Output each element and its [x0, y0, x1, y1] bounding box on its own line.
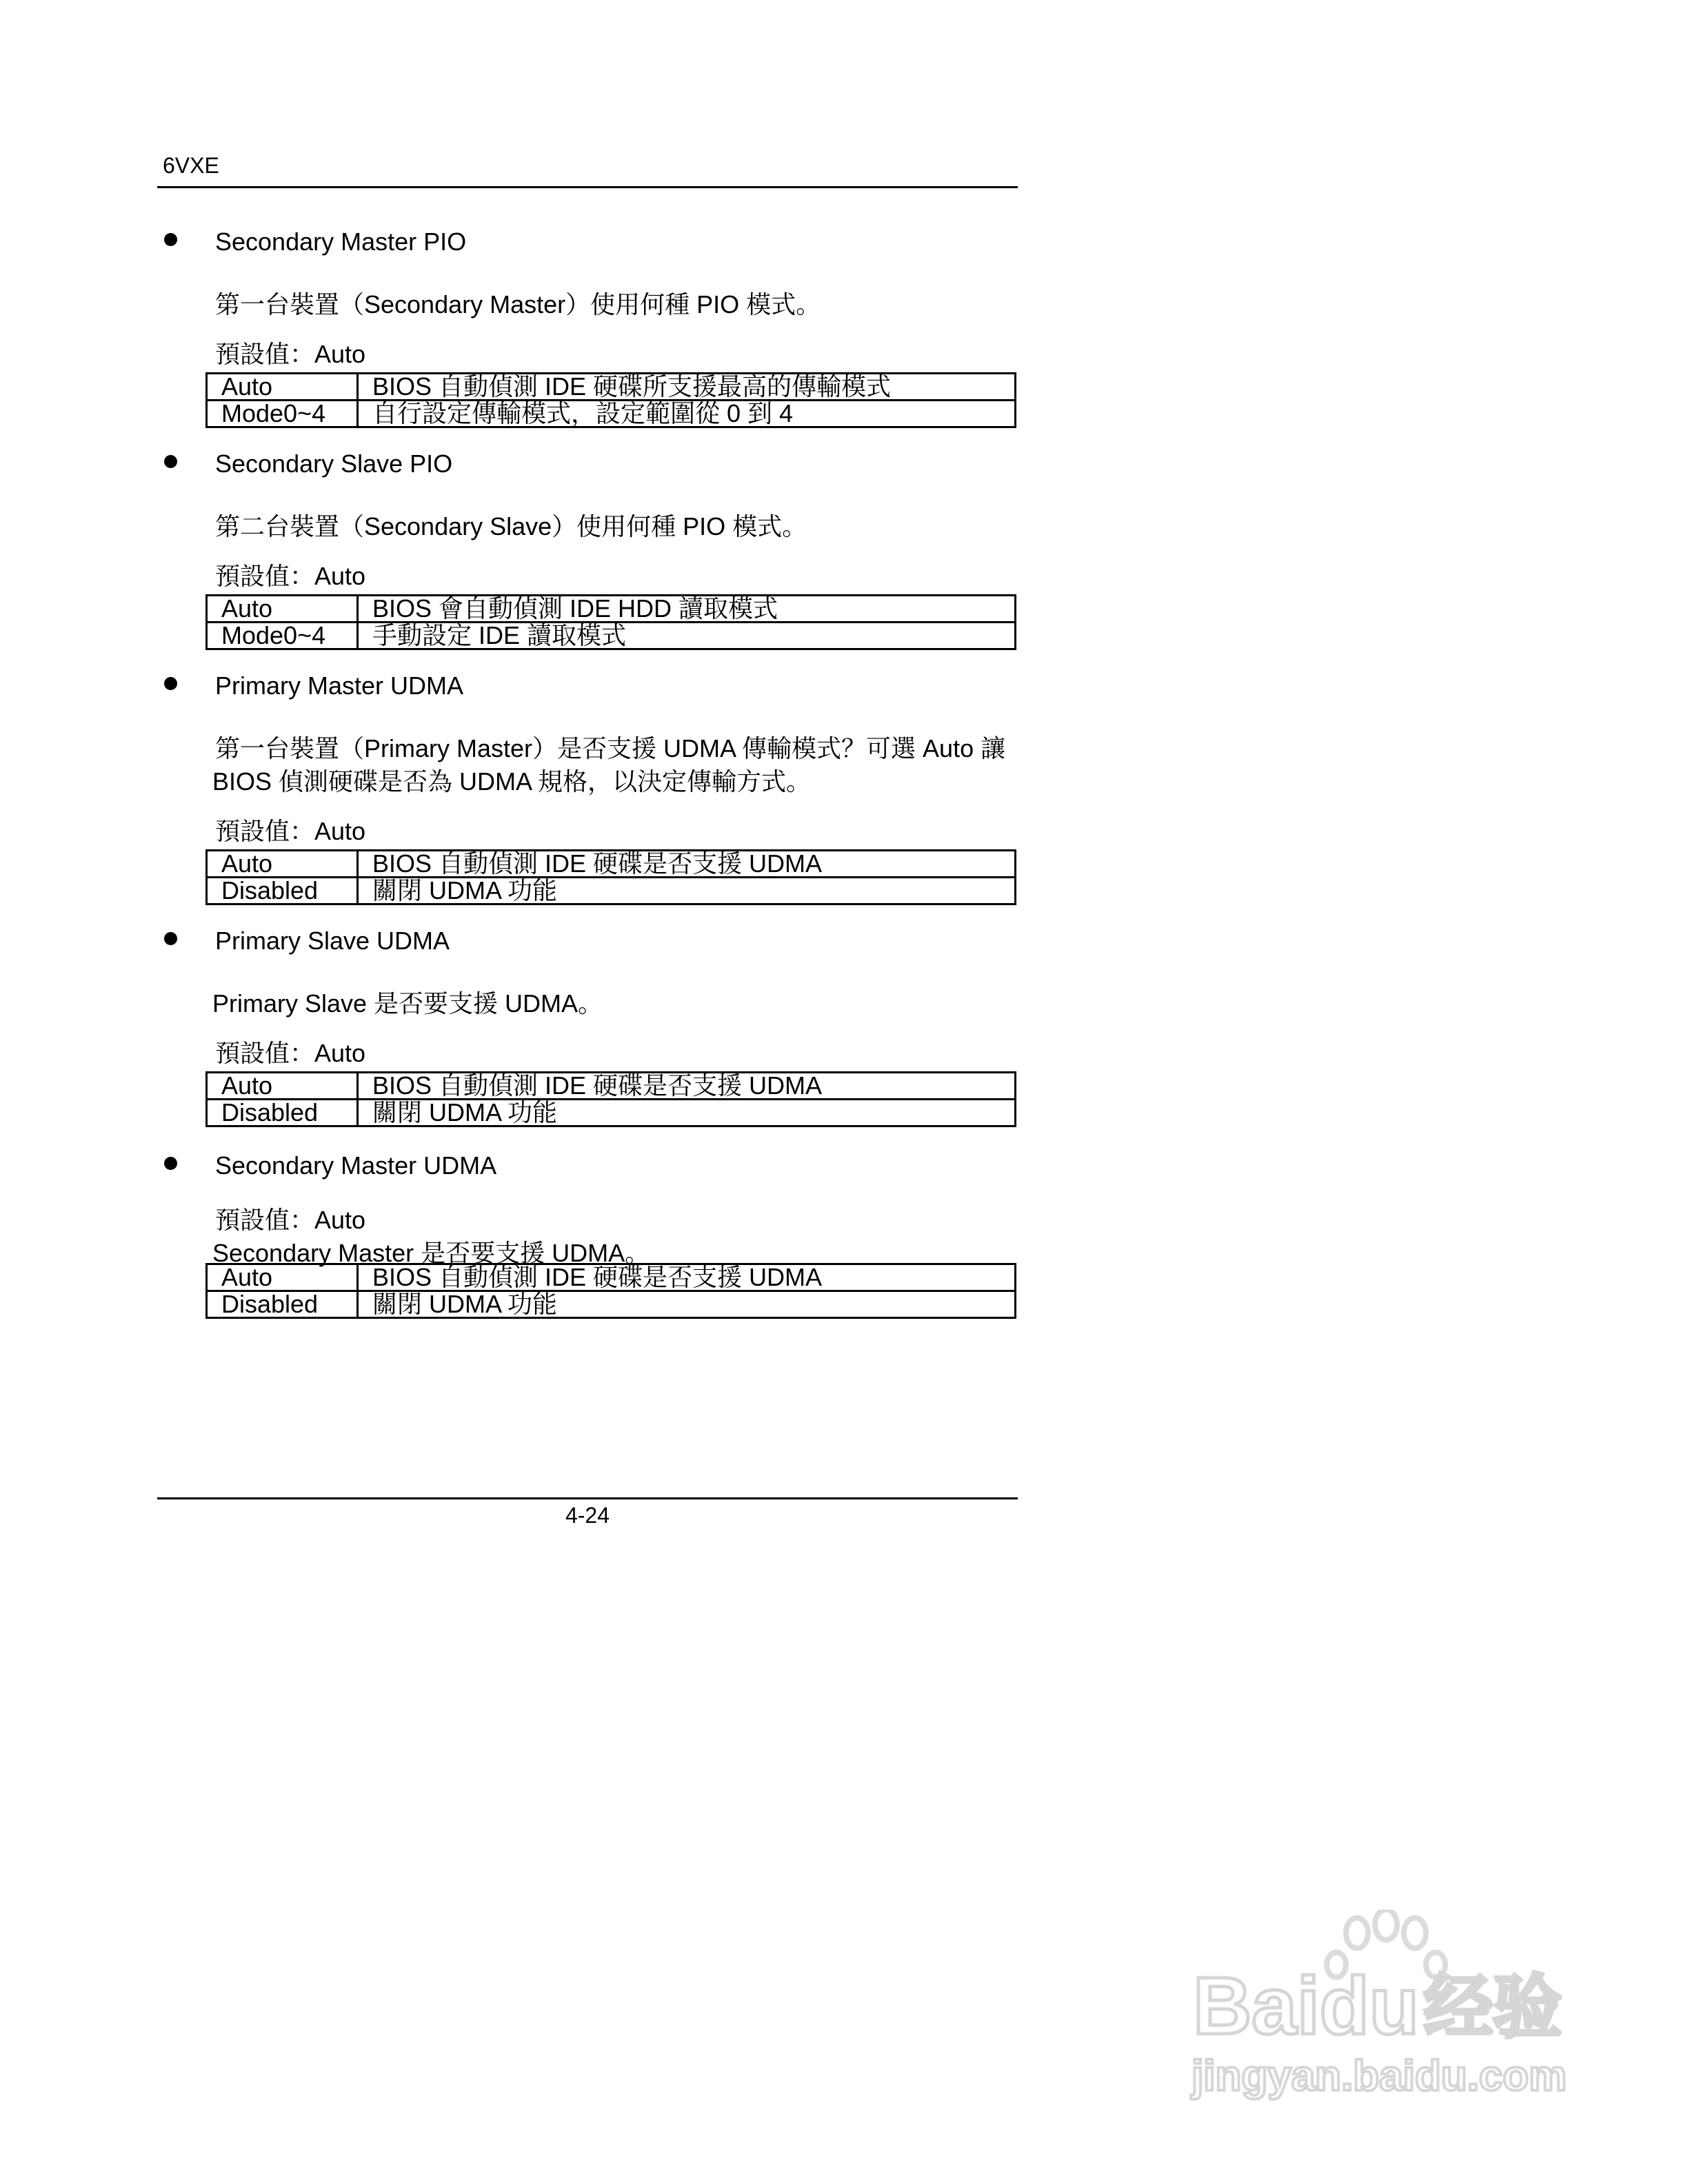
option-value: Auto	[207, 851, 358, 878]
table-row	[207, 851, 1016, 878]
options-table	[205, 1071, 1016, 1127]
table-row	[207, 1073, 1016, 1100]
section-description: Secondary Master 是否要支援 UDMA。	[212, 1239, 650, 1267]
table-row	[207, 374, 1016, 401]
section-title: Secondary Slave PIO	[215, 449, 453, 478]
option-description: BIOS 自動偵測 IDE 硬碟是否支援 UDMA	[358, 1264, 1016, 1291]
table-row	[207, 1264, 1016, 1291]
option-value: Auto	[207, 1264, 358, 1291]
section-description-line: BIOS 偵測硬碟是否為 UDMA 規格，以決定傳輸方式。	[212, 767, 812, 796]
table-row	[207, 1100, 1016, 1126]
table-row	[207, 878, 1016, 904]
section-title: Secondary Master PIO	[215, 228, 467, 256]
document-header: 6VXE	[163, 153, 219, 178]
bullet-icon	[164, 677, 177, 690]
default-value: 預設值：Auto	[215, 340, 366, 368]
section-title: Primary Master UDMA	[215, 671, 464, 700]
table-row	[207, 401, 1016, 427]
bullet-icon	[164, 932, 177, 945]
option-description: BIOS 自動偵測 IDE 硬碟所支援最高的傳輸模式	[358, 374, 1016, 401]
watermark-product: 经验	[1424, 1967, 1562, 2048]
header-rule	[157, 186, 1018, 188]
watermark-url: jingyan.baidu.com	[1192, 2052, 1567, 2100]
default-value: 預設值：Auto	[215, 1206, 366, 1234]
baidu-jingyan-watermark	[1186, 1910, 1586, 2103]
option-value: Mode0~4	[207, 623, 358, 649]
default-value: 預設值：Auto	[215, 817, 366, 845]
option-description: BIOS 會自動偵測 IDE HDD 讀取模式	[358, 596, 1016, 623]
option-value: Disabled	[207, 1100, 358, 1126]
option-value: Auto	[207, 374, 358, 401]
section-title: Primary Slave UDMA	[215, 927, 450, 955]
options-table	[205, 849, 1016, 905]
bullet-icon	[164, 233, 177, 246]
section-description: Primary Slave 是否要支援 UDMA。	[212, 989, 603, 1018]
option-description: 關閉 UDMA 功能	[358, 878, 1016, 904]
page-number: 4-24	[565, 1503, 610, 1528]
bullet-icon	[164, 1157, 177, 1170]
table-row	[207, 623, 1016, 649]
option-value: Disabled	[207, 878, 358, 904]
section-description: 第二台裝置（Secondary Slave）使用何種 PIO 模式。	[215, 512, 807, 540]
option-description: BIOS 自動偵測 IDE 硬碟是否支援 UDMA	[358, 1073, 1016, 1100]
option-description: 手動設定 IDE 讀取模式	[358, 623, 1016, 649]
option-description: 自行設定傳輸模式，設定範圍從 0 到 4	[358, 401, 1016, 427]
options-table	[205, 1263, 1016, 1319]
watermark-brand: Baidu	[1193, 1961, 1419, 2052]
option-description: 關閉 UDMA 功能	[358, 1100, 1016, 1126]
option-value: Mode0~4	[207, 401, 358, 427]
option-description: BIOS 自動偵測 IDE 硬碟是否支援 UDMA	[358, 851, 1016, 878]
table-row	[207, 596, 1016, 623]
option-value: Auto	[207, 1073, 358, 1100]
table-row	[207, 1291, 1016, 1318]
option-description: 關閉 UDMA 功能	[358, 1291, 1016, 1318]
default-value: 預設值：Auto	[215, 562, 366, 590]
option-value: Disabled	[207, 1291, 358, 1318]
options-table	[205, 594, 1016, 650]
default-value: 預設值：Auto	[215, 1039, 366, 1067]
option-value: Auto	[207, 596, 358, 623]
options-table	[205, 372, 1016, 428]
section-title: Secondary Master UDMA	[215, 1151, 497, 1180]
section-description-line: 第一台裝置（Primary Master）是否支援 UDMA 傳輸模式？可選 Auto 讓	[215, 734, 1006, 762]
section-description: 第一台裝置（Secondary Master）使用何種 PIO 模式。	[215, 290, 821, 318]
bullet-icon	[164, 455, 177, 468]
footer-rule	[157, 1497, 1018, 1499]
